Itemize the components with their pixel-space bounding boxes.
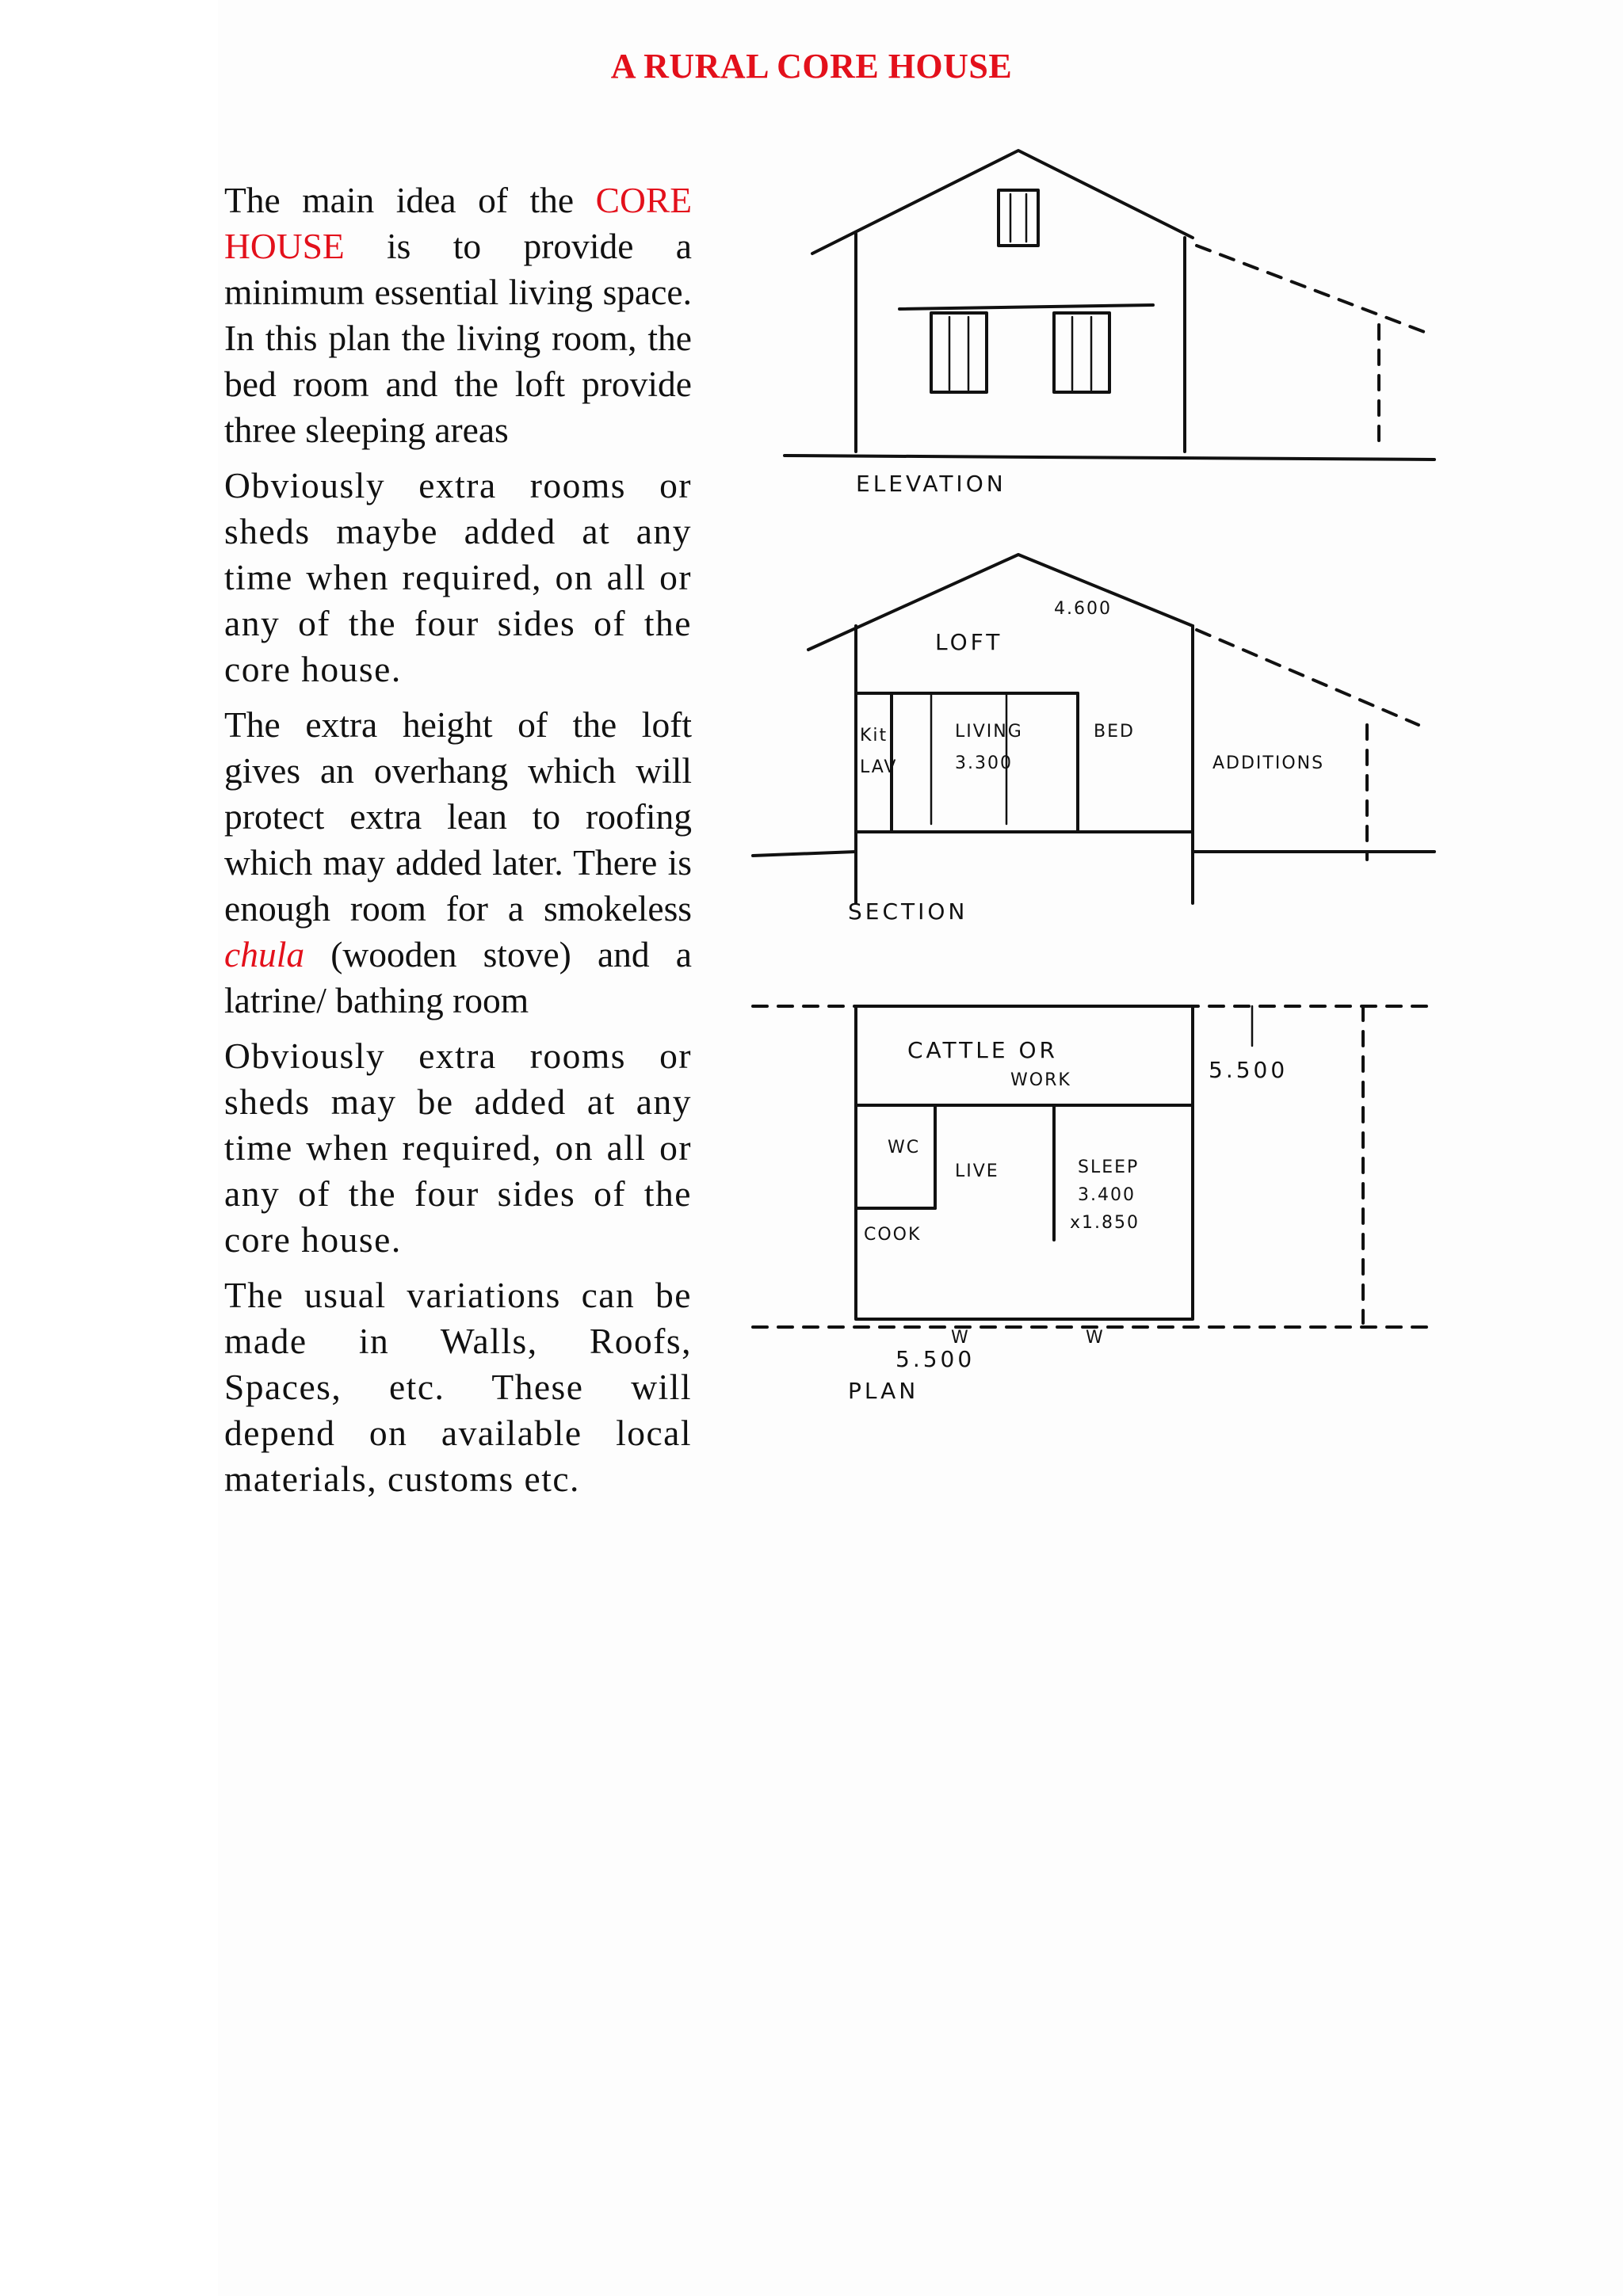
- depth-dimension: 5.500: [1209, 1057, 1289, 1083]
- living-label: LIVING: [955, 722, 1023, 742]
- lav-label: LAV: [860, 757, 898, 777]
- p3-text-a: The extra height of the loft gives an overhang which will protect extra lean to roofing which may added later. There is enough room for a smokeless: [224, 704, 692, 929]
- cattle-label: CATTLE OR: [907, 1037, 1058, 1063]
- page-title: A RURAL CORE HOUSE: [610, 47, 1013, 86]
- living-dimension: 3.300: [955, 753, 1013, 773]
- paragraph-3: [224, 702, 692, 1024]
- cook-label: COOK: [864, 1225, 922, 1245]
- paragraph-4: Obviously extra rooms or sheds may be added at any time when required, on all or any of the four sides of the core house.: [224, 1035, 692, 1260]
- loft-label: LOFT: [935, 629, 1003, 655]
- section-label: SECTION: [848, 898, 968, 925]
- sleep-dimension-1: 3.400: [1078, 1185, 1136, 1205]
- elevation-label: ELEVATION: [856, 471, 1006, 497]
- height-dimension: 4.600: [1054, 599, 1112, 619]
- plan-drawing: [753, 1006, 1434, 1404]
- p1-text-b: is to provide a minimum essential living space. In this plan the living room, the bed room and the loft provide three sleeping areas: [224, 226, 692, 450]
- width-dimension: 5.500: [896, 1346, 976, 1372]
- plan-label: PLAN: [848, 1378, 919, 1404]
- bed-label: BED: [1094, 722, 1135, 742]
- work-label: WORK: [1010, 1070, 1071, 1090]
- paragraph-2: Obviously extra rooms or sheds maybe added at any time when required, on all or any of the four sides of the core house.: [224, 465, 692, 689]
- house-sketch: [737, 135, 1450, 1418]
- body-text: [224, 177, 692, 1512]
- wc-label: WC: [888, 1138, 921, 1158]
- chula-highlight: chula: [224, 934, 305, 974]
- window-mark-2: W: [1086, 1328, 1105, 1348]
- paragraph-1: [224, 177, 692, 453]
- p3-text-b: (wooden stove) and a latrine/ bathing room: [224, 934, 692, 1020]
- section-drawing: [753, 555, 1434, 925]
- sleep-label: SLEEP: [1078, 1158, 1140, 1177]
- elevation-drawing: [785, 151, 1434, 497]
- p1-text-a: The main idea of the: [224, 180, 596, 220]
- core-house-highlight: CORE HOUSE: [224, 180, 692, 266]
- live-label: LIVE: [955, 1161, 999, 1181]
- additions-label: ADDITIONS: [1212, 753, 1325, 773]
- sleep-dimension-2: x1.850: [1070, 1213, 1140, 1233]
- house-sketch-svg: [737, 135, 1450, 1418]
- window-mark-1: W: [951, 1328, 970, 1348]
- paragraph-5: The usual variations can be made in Walls, Roofs, Spaces, etc. These will depend on available local materials, customs etc.: [224, 1275, 692, 1499]
- kit-label: Kit: [860, 726, 888, 746]
